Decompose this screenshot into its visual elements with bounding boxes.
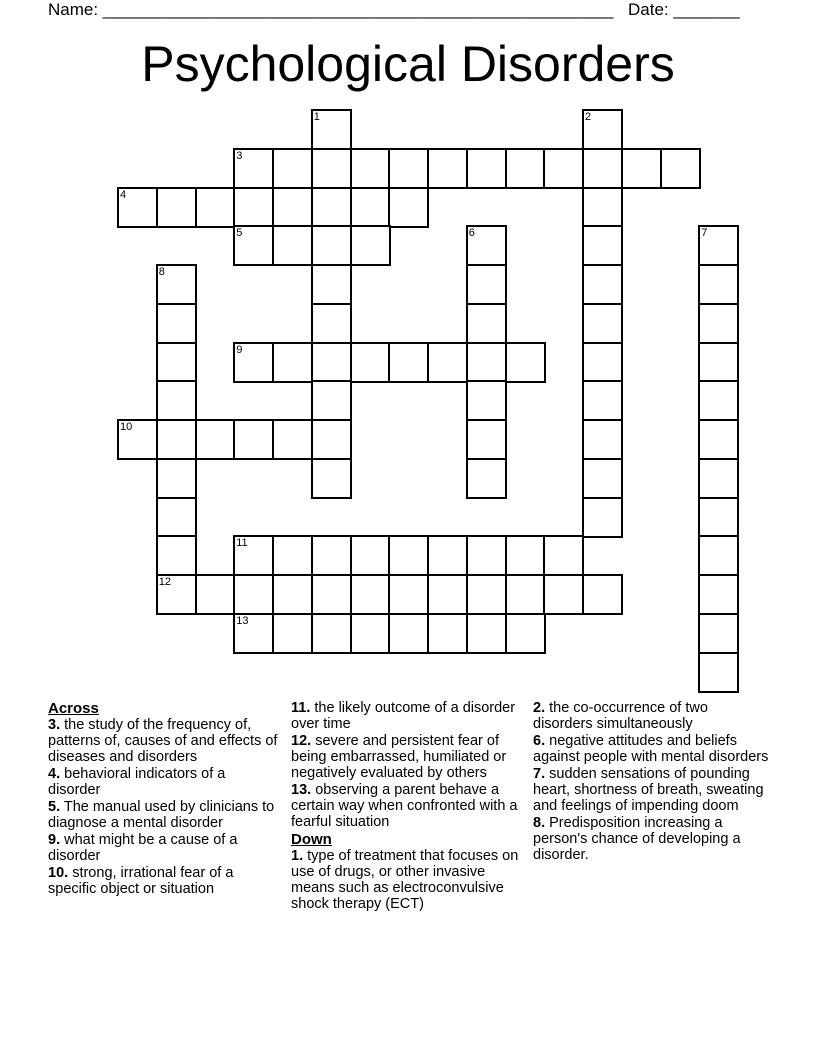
grid-cell[interactable]: [156, 497, 197, 538]
grid-cell[interactable]: [233, 535, 274, 576]
grid-cell[interactable]: [698, 225, 739, 266]
grid-cell[interactable]: [505, 148, 546, 189]
clue-across-4: 4. behavioral indicators of a disorder: [48, 766, 226, 798]
grid-cell[interactable]: [698, 419, 739, 460]
grid-cell[interactable]: [505, 574, 546, 615]
grid-cell[interactable]: [233, 613, 274, 654]
clue-down-7: 7. sudden sensations of pounding heart, shortness of breath, sweating and feelings of impending doom: [533, 766, 764, 814]
grid-cell[interactable]: [505, 613, 546, 654]
clue-number: 5: [236, 227, 243, 240]
grid-cell[interactable]: [272, 148, 313, 189]
grid-cell[interactable]: [660, 148, 701, 189]
grid-cell[interactable]: [582, 574, 623, 615]
grid-cell[interactable]: [698, 380, 739, 421]
grid-cell[interactable]: [311, 148, 352, 189]
grid-cell[interactable]: [311, 535, 352, 576]
clue-across-13: 13. observing a parent behave a certain way when confronted with a fearful situation: [291, 782, 518, 830]
name-field-label: Name: ______________________________________________________: [48, 0, 614, 19]
grid-cell[interactable]: [427, 613, 468, 654]
grid-cell[interactable]: [350, 535, 391, 576]
grid-cell[interactable]: [350, 613, 391, 654]
grid-cell[interactable]: [272, 342, 313, 383]
grid-cell[interactable]: [350, 225, 391, 266]
grid-cell[interactable]: [698, 264, 739, 305]
grid-cell[interactable]: [388, 148, 429, 189]
grid-cell[interactable]: [156, 574, 197, 615]
clue-number: 3: [236, 149, 243, 162]
grid-cell[interactable]: [156, 342, 197, 383]
grid-cell[interactable]: [311, 264, 352, 305]
grid-cell[interactable]: [543, 574, 584, 615]
clue-number: 12: [158, 576, 171, 588]
clue-across-3: 3. the study of the frequency of, patterns of, causes of and effects of diseases and disorders: [48, 717, 278, 765]
grid-cell[interactable]: [466, 380, 507, 421]
grid-cell[interactable]: [117, 419, 158, 460]
grid-cell[interactable]: [233, 574, 274, 615]
down-heading: Down: [291, 831, 332, 848]
grid-cell[interactable]: [350, 148, 391, 189]
grid-cell[interactable]: [427, 342, 468, 383]
grid-cell[interactable]: [427, 574, 468, 615]
grid-cell[interactable]: [505, 535, 546, 576]
grid-cell[interactable]: [698, 342, 739, 383]
grid-cell[interactable]: [311, 613, 352, 654]
grid-cell[interactable]: [388, 535, 429, 576]
grid-cell[interactable]: [156, 458, 197, 499]
grid-cell[interactable]: [233, 187, 274, 228]
grid-cell[interactable]: [698, 574, 739, 615]
grid-cell[interactable]: [195, 574, 236, 615]
grid-cell[interactable]: [272, 574, 313, 615]
grid-cell[interactable]: [582, 419, 623, 460]
grid-cell[interactable]: [311, 574, 352, 615]
clue-number: 7: [701, 227, 708, 240]
grid-cell[interactable]: [582, 148, 623, 189]
grid-cell[interactable]: [582, 187, 623, 228]
grid-cell[interactable]: [582, 458, 623, 499]
grid-cell[interactable]: [466, 535, 507, 576]
grid-cell[interactable]: [233, 342, 274, 383]
grid-cell[interactable]: [388, 187, 429, 228]
grid-cell[interactable]: [466, 303, 507, 344]
page-title: Psychological Disorders: [141, 36, 675, 92]
grid-cell[interactable]: [350, 574, 391, 615]
clue-across-12: 12. severe and persistent fear of being embarrassed, humiliated or negatively evaluated by others: [291, 733, 507, 781]
grid-cell[interactable]: [350, 187, 391, 228]
grid-cell[interactable]: [698, 535, 739, 576]
clue-across-11: 11. the likely outcome of a disorder over time: [291, 700, 516, 732]
clues-column-3: [533, 700, 769, 864]
clue-down-8: 8. Predisposition increasing a person's chance of developing a disorder.: [533, 815, 741, 863]
clue-number: 1: [313, 111, 320, 123]
grid-cell[interactable]: [466, 264, 507, 305]
grid-cell[interactable]: [466, 148, 507, 189]
grid-cell[interactable]: [156, 419, 197, 460]
grid-cell[interactable]: [621, 148, 662, 189]
clue-number: 11: [236, 537, 248, 550]
grid-cell[interactable]: [311, 109, 352, 150]
clue-down-6: 6. negative attitudes and beliefs against people with mental disorders: [533, 733, 769, 765]
grid-cell[interactable]: [272, 419, 313, 460]
clue-number: 4: [120, 188, 127, 201]
clue-number: 2: [585, 111, 592, 123]
grid-cell[interactable]: [427, 148, 468, 189]
clue-number: 6: [468, 227, 475, 240]
clue-across-9: 9. what might be a cause of a disorder: [48, 832, 238, 864]
clue-number: 13: [236, 614, 249, 627]
grid-cell[interactable]: [543, 148, 584, 189]
grid-cell[interactable]: [156, 380, 197, 421]
grid-cell[interactable]: [311, 380, 352, 421]
grid-cell[interactable]: [350, 342, 391, 383]
grid-cell[interactable]: [272, 187, 313, 228]
grid-cell[interactable]: [272, 225, 313, 266]
grid-cell[interactable]: [543, 535, 584, 576]
grid-cell[interactable]: [156, 264, 197, 305]
clues-column-2: [291, 700, 525, 913]
grid-cell[interactable]: [233, 419, 274, 460]
grid-cell[interactable]: [582, 380, 623, 421]
grid-cell[interactable]: [698, 458, 739, 499]
clue-number: 9: [236, 343, 243, 356]
grid-cell[interactable]: [466, 613, 507, 654]
grid-cell[interactable]: [195, 419, 236, 460]
clue-down-2: 2. the co-occurrence of two disorders simultaneously: [533, 700, 708, 732]
grid-cell[interactable]: [505, 342, 546, 383]
clue-down-1: 1. type of treatment that focuses on use of drugs, or other invasive means such as electroconvulsive shock therapy (ECT): [291, 848, 519, 912]
grid-cell[interactable]: [156, 187, 197, 228]
grid-cell[interactable]: [311, 303, 352, 344]
grid-cell[interactable]: [698, 497, 739, 538]
grid-cell[interactable]: [698, 613, 739, 654]
grid-cell[interactable]: [582, 264, 623, 305]
clue-number: 10: [120, 421, 133, 433]
grid-cell[interactable]: [466, 574, 507, 615]
grid-cell[interactable]: [466, 342, 507, 383]
clues-column-1: [48, 700, 278, 898]
grid-cell[interactable]: [195, 187, 236, 228]
grid-cell[interactable]: [582, 109, 623, 150]
grid-cell[interactable]: [156, 535, 197, 576]
grid-cell[interactable]: [698, 652, 739, 693]
grid-cell[interactable]: [311, 458, 352, 499]
grid-cell[interactable]: [388, 574, 429, 615]
grid-cell[interactable]: [272, 535, 313, 576]
grid-cell[interactable]: [117, 187, 158, 228]
grid-cell[interactable]: [156, 303, 197, 344]
grid-cell[interactable]: [582, 303, 623, 344]
grid-cell[interactable]: [466, 458, 507, 499]
grid-cell[interactable]: [311, 342, 352, 383]
date-field-label: Date: _______: [628, 0, 740, 19]
clue-number: 8: [158, 266, 165, 278]
grid-cell[interactable]: [582, 342, 623, 383]
grid-cell[interactable]: [388, 342, 429, 383]
grid-cell[interactable]: [311, 419, 352, 460]
grid-cell[interactable]: [388, 613, 429, 654]
grid-cell[interactable]: [582, 497, 623, 538]
grid-cell[interactable]: [233, 148, 274, 189]
grid-cell[interactable]: [466, 225, 507, 266]
grid-cell[interactable]: [272, 613, 313, 654]
grid-cell[interactable]: [233, 225, 274, 266]
grid-cell[interactable]: [311, 187, 352, 228]
grid-cell[interactable]: [582, 225, 623, 266]
clue-across-10: 10. strong, irrational fear of a specific object or situation: [48, 865, 234, 897]
grid-cell[interactable]: [311, 225, 352, 266]
grid-cell[interactable]: [698, 303, 739, 344]
clue-across-5: 5. The manual used by clinicians to diagnose a mental disorder: [48, 799, 275, 831]
grid-cell[interactable]: [466, 419, 507, 460]
grid-cell[interactable]: [427, 535, 468, 576]
across-heading: Across: [48, 700, 99, 717]
